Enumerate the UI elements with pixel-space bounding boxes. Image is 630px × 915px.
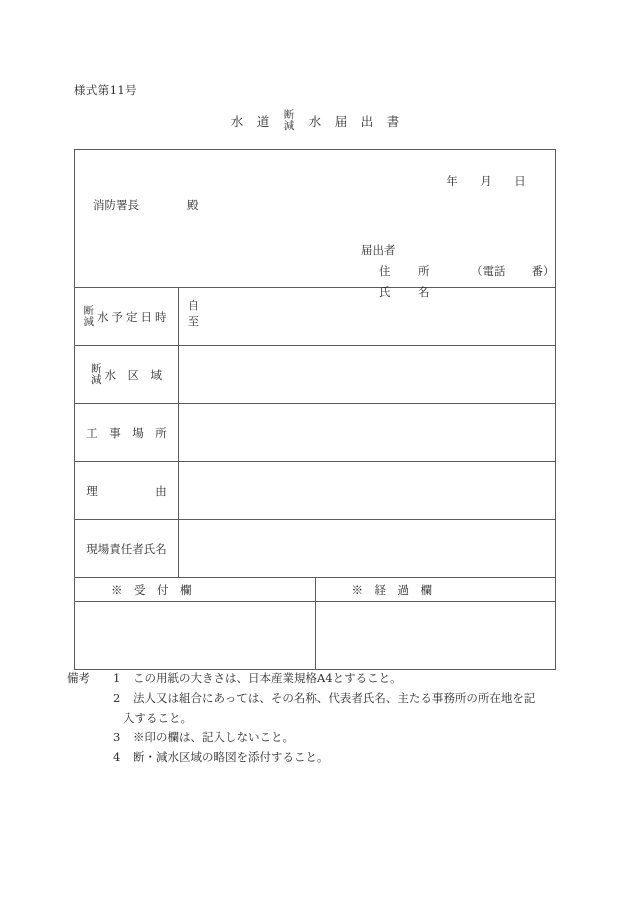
title-stacked-top: 断	[283, 109, 295, 121]
date-line	[435, 173, 537, 189]
title-char-5: 出	[360, 113, 374, 129]
date-day-label: 日	[514, 174, 526, 188]
title-char-6: 書	[386, 113, 400, 129]
note-number: 4	[113, 750, 121, 765]
row-label-stack-top: 断	[91, 362, 102, 375]
document-title	[0, 110, 630, 131]
row-label-stacked-dan-gen	[84, 306, 95, 327]
row-label-text: 理 由	[86, 483, 167, 498]
to-label: 至	[188, 314, 199, 328]
row-value-construction-site[interactable]	[179, 404, 555, 461]
addressee-label: 消防署長	[93, 198, 139, 212]
row-label-site-manager-name	[75, 520, 179, 577]
progress-entry-box[interactable]	[316, 602, 555, 669]
title-stacked-dan-gen	[276, 110, 302, 131]
row-value-suspension-datetime[interactable]	[179, 288, 555, 345]
from-label: 自	[188, 299, 199, 312]
title-char-1: 水	[230, 113, 244, 129]
receipt-entry-box[interactable]	[75, 602, 316, 669]
progress-column-header-label: ※ 経 過 欄	[351, 582, 432, 597]
table-row	[75, 519, 555, 577]
row-label-reason	[75, 462, 179, 519]
note-item	[113, 728, 567, 748]
note-item	[113, 689, 567, 729]
row-label-stack-bottom: 減	[83, 315, 94, 328]
notes-section	[67, 669, 567, 768]
table-row	[75, 287, 555, 345]
title-char-2: 道	[256, 113, 270, 129]
row-label-suspension-datetime	[75, 288, 179, 345]
row-label-text: 水 区 域	[104, 367, 162, 382]
title-stacked-bottom: 減	[283, 119, 295, 132]
telephone-open-label: （電話	[471, 264, 506, 278]
note-text-line-1: 法人又は組合にあっては、その名称、代表者氏名、主たる事務所の所在地を記	[133, 690, 536, 705]
note-number: 3	[113, 730, 121, 745]
form-number: 様式第11号	[74, 83, 138, 97]
row-value-site-manager-name[interactable]	[179, 520, 555, 577]
applicant-telephone-field	[471, 263, 555, 279]
row-label-construction-site	[75, 404, 179, 461]
row-value-reason[interactable]	[179, 462, 555, 519]
table-row	[75, 461, 555, 519]
addressee-line	[93, 197, 199, 213]
note-text: ※印の欄は、記入しないこと。	[133, 730, 294, 745]
row-label-text: 工 事 場 所	[86, 425, 167, 440]
note-text-line-2: 入すること。	[123, 710, 192, 725]
date-year-label: 年	[446, 174, 458, 188]
note-item	[113, 748, 567, 768]
table-header-row	[75, 150, 555, 299]
row-label-suspension-area	[75, 346, 179, 403]
telephone-close-label: 番）	[531, 264, 555, 278]
date-month-label: 月	[480, 174, 492, 188]
row-label-stack-bottom: 減	[91, 373, 102, 386]
row-label-stack-top: 断	[83, 304, 94, 317]
note-number: 2	[113, 690, 121, 705]
note-number: 1	[113, 671, 121, 685]
receipt-column-header-label: ※ 受 付 欄	[111, 582, 192, 597]
table-row	[75, 403, 555, 461]
notes-list	[67, 669, 567, 768]
note-text: 断・減水区域の略図を添付すること。	[133, 750, 329, 765]
title-char-3: 水	[308, 113, 322, 129]
notes-heading: 備考	[67, 671, 90, 685]
official-section-body-row	[75, 601, 555, 669]
note-item	[113, 669, 567, 689]
row-value-suspension-area[interactable]	[179, 346, 555, 403]
from-to-markers	[188, 298, 199, 330]
official-section-header-row	[75, 577, 555, 601]
row-label-text: 現場責任者氏名	[86, 541, 167, 556]
applicant-title: 届出者	[361, 243, 396, 257]
row-label-text: 水予定日時	[97, 309, 170, 324]
applicant-address-row	[379, 263, 555, 279]
honorific-label: 殿	[187, 198, 199, 212]
table-row	[75, 345, 555, 403]
note-text	[123, 689, 567, 729]
progress-column-header	[316, 578, 555, 601]
title-char-4: 届	[334, 113, 348, 129]
applicant-address-label: 住 所	[379, 264, 438, 278]
row-label-stacked-dan-gen	[91, 364, 102, 385]
applicant-name-label: 氏 名	[379, 285, 438, 299]
receipt-column-header	[75, 578, 316, 601]
note-text: この用紙の大きさは、日本産業規格A4とすること。	[133, 671, 402, 685]
form-table	[74, 149, 556, 670]
header-cell	[75, 150, 555, 299]
